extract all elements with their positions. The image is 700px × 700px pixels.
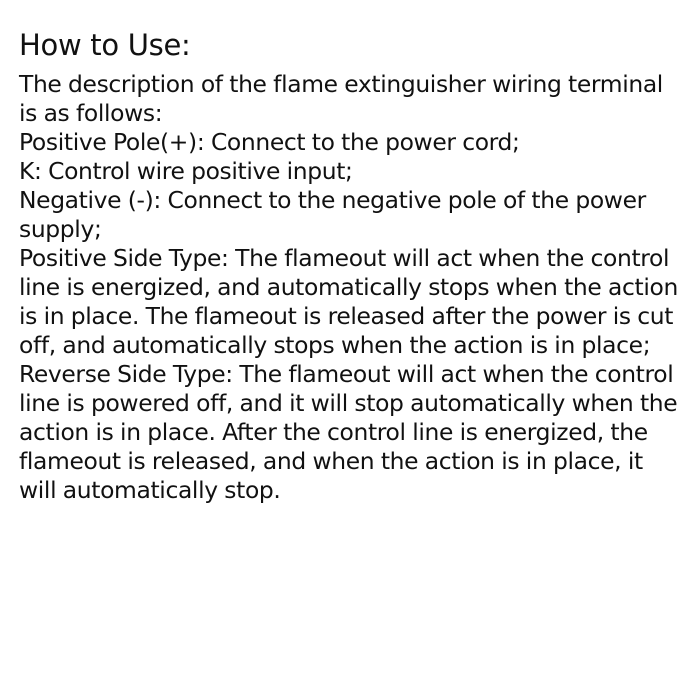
text-line: Reverse Side Type: The flameout will act when the control bbox=[19, 360, 674, 388]
text-line: off, and automatically stops when the action is in place; bbox=[19, 331, 651, 359]
text-line: action is in place. After the control line is energized, the bbox=[19, 418, 648, 446]
text-line: K: Control wire positive input; bbox=[19, 157, 353, 185]
text-line: flameout is released, and when the action is in place, it bbox=[19, 447, 643, 475]
text-line: line is powered off, and it will stop automatically when the bbox=[19, 389, 678, 417]
text-line: Negative (-): Connect to the negative pole of the power bbox=[19, 186, 646, 214]
instructions-text bbox=[19, 70, 680, 505]
text-line: is as follows: bbox=[19, 99, 163, 127]
text-line: line is energized, and automatically stops when the action bbox=[19, 273, 678, 301]
text-line: is in place. The flameout is released after the power is cut bbox=[19, 302, 674, 330]
text-line: will automatically stop. bbox=[19, 476, 281, 504]
text-line: Positive Side Type: The flameout will act when the control bbox=[19, 244, 670, 272]
text-line: Positive Pole(+): Connect to the power cord; bbox=[19, 128, 520, 156]
text-line: supply; bbox=[19, 215, 102, 243]
text-line: The description of the flame extinguisher wiring terminal bbox=[19, 70, 663, 98]
page-title: How to Use: bbox=[19, 28, 191, 62]
